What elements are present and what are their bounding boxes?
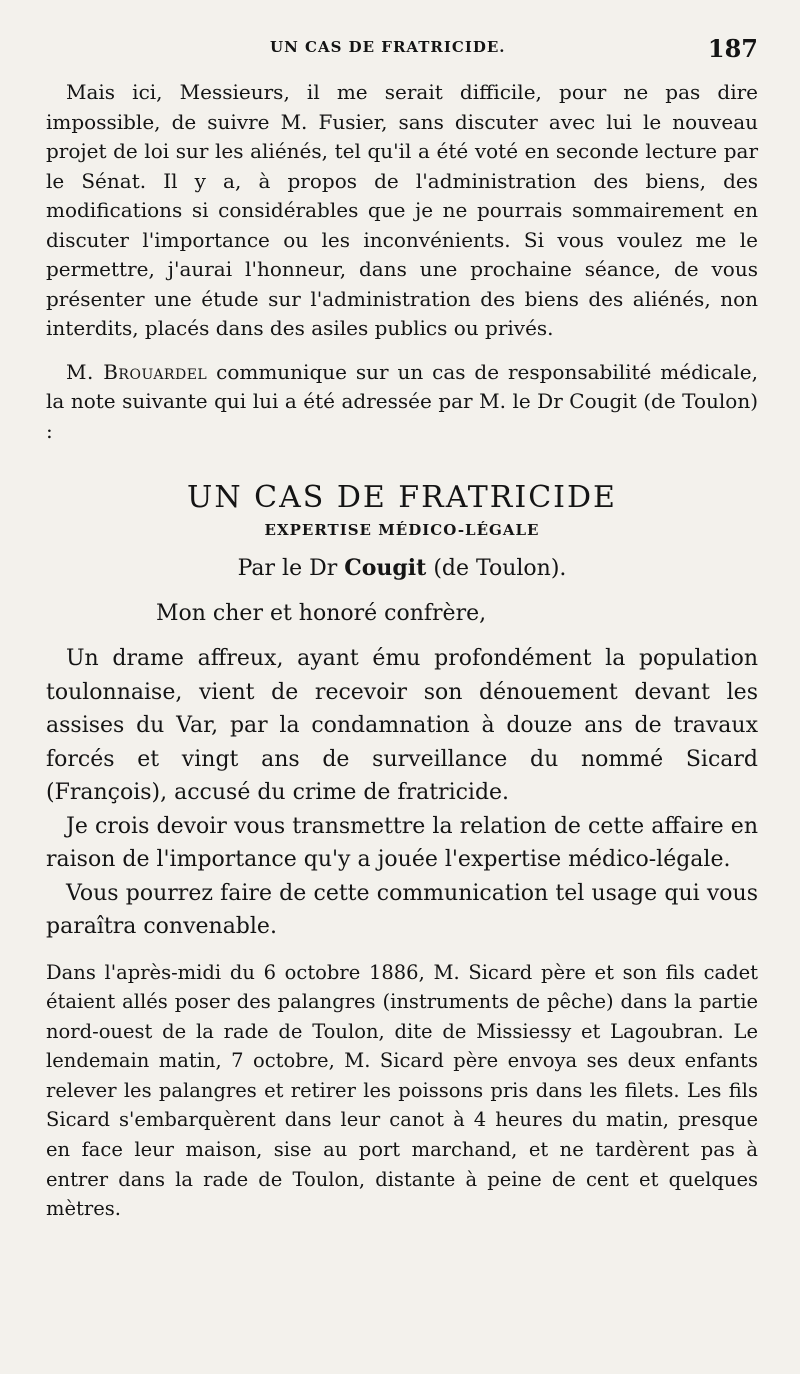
article-title: UN CAS DE FRATRICIDE <box>187 480 617 515</box>
letter-paragraph: Un drame affreux, ayant ému profondément la population toulonnaise, vient de recevoir son dénouement devant les assises du Var, par la condamnation à douze ans de travaux forcés et vingt ans de surveillance du nommé Sicard (François), accusé du crime de fratricide. <box>46 646 758 805</box>
letter-paragraph: Je crois devoir vous transmettre la relation de cette affaire en raison de l'importance qu'y a jouée l'expertise médico-légale. <box>46 813 758 872</box>
communication-text: communique sur un cas de responsabilité médicale, la note suivante qui lui a été adressée par M. le Dr Cougit (de Toulon) : <box>46 359 759 443</box>
byline-suffix: (de Toulon). <box>426 556 567 581</box>
communication-paragraph <box>46 358 758 447</box>
intro-paragraph: Mais ici, Messieurs, il me serait difficile, pour ne pas dire impossible, de suivre M. Fusier, sans discuter avec lui le nouveau projet de loi sur les aliénés, tel qu'il a été voté en seconde lecture par le Sénat. Il y a, à propos de l'administration des biens, des modifications si considérables que je ne pourrais sommairement en discuter l'importance ou les inconvénients. Si vous voulez me le permettre, j'aurai l'honneur, dans une prochaine séance, de vous présenter une étude sur l'administration des biens des aliénés, non interdits, placés dans des asiles publics ou privés. <box>46 80 758 340</box>
salutation: Mon cher et honoré confrère, <box>156 601 487 626</box>
speaker-name: M. Brouardel <box>66 359 208 384</box>
page-number: 187 <box>707 34 758 63</box>
article-subtitle: EXPERTISE MÉDICO-LÉGALE <box>264 521 540 539</box>
narrative-paragraph: Dans l'après-midi du 6 octobre 1886, M. Sicard père et son fils cadet étaient allés poser des palangres (instruments de pêche) dans la partie nord-ouest de la rade de Toulon, dite de Missiessy et Lagoubran. Le lendemain matin, 7 octobre, M. Sicard père envoya ses deux enfants relever les palangres et retirer les poissons pris dans les filets. Les fils Sicard s'embarquèrent dans leur canot à 4 heures du matin, presque en face leur maison, sise au port marchand, et ne tardèrent pas à entrer dans la rade de Toulon, distante à peine de cent et quelques mètres. <box>46 960 758 1221</box>
byline-author: Cougit <box>344 555 427 581</box>
running-header <box>46 34 758 78</box>
running-title: UN CAS DE FRATRICIDE. <box>270 38 506 56</box>
byline <box>46 555 758 581</box>
letter-paragraph: Vous pourrez faire de cette communication tel usage qui vous paraîtra convenable. <box>46 880 758 939</box>
byline-prefix: Par le Dr <box>237 556 345 581</box>
